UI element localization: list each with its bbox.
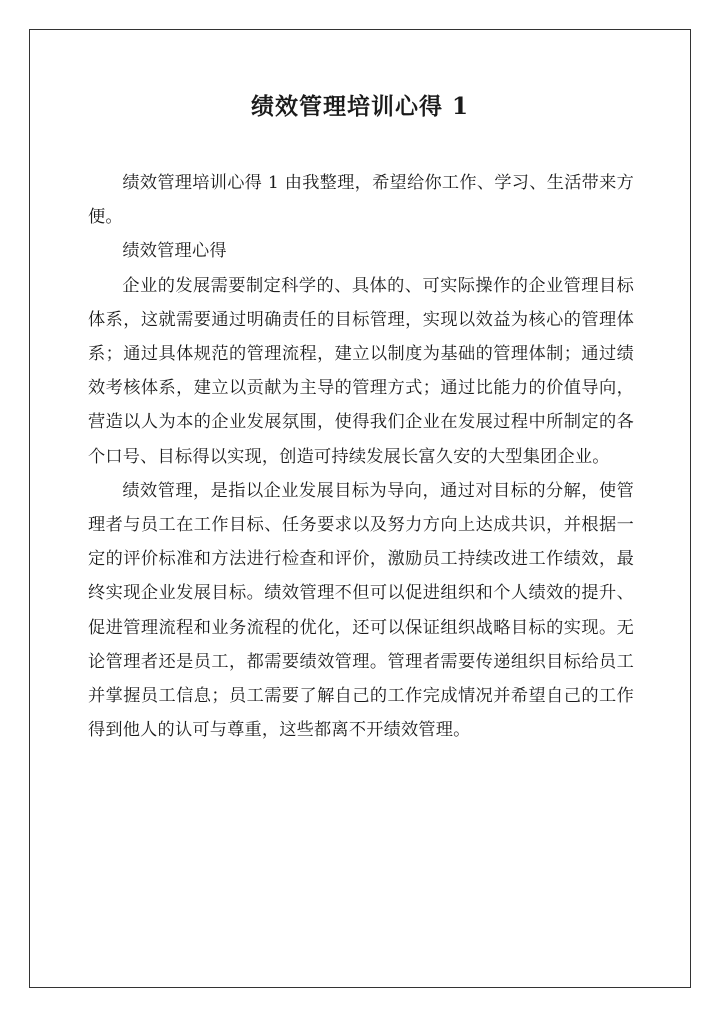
intro-paragraph: 绩效管理培训心得 1 由我整理，希望给你工作、学习、生活带来方便。	[88, 173, 634, 228]
document-body	[88, 166, 634, 747]
body-paragraph-1: 企业的发展需要制定科学的、具体的、可实际操作的企业管理目标体系，这就需要通过明确责任的目标管理，实现以效益为核心的管理体系；通过具体规范的管理流程，建立以制度为基础的管理体制；通过绩效考核体系，建立以贡献为主导的管理方式；通过比能力的价值导向，营造以人为本的企业发展氛围，使得我们企业在发展过程中所制定的各个口号、目标得以实现，创造可持续发展长富久安的大型集团企业。	[88, 275, 634, 467]
section-heading: 绩效管理心得	[122, 241, 227, 262]
document-title: 绩效管理培训心得 1	[250, 93, 469, 120]
body-paragraph-2: 绩效管理，是指以企业发展目标为导向，通过对目标的分解，使管理者与员工在工作目标、任务要求以及努力方向上达成共识，并根据一定的评价标准和方法进行检查和评价，激励员工持续改进工作绩效，最终实现企业发展目标。绩效管理不但可以促进组织和个人绩效的提升、促进管理流程和业务流程的优化，还可以保证组织战略目标的实现。无论管理者还是员工，都需要绩效管理。管理者需要传递组织目标给员工并掌握员工信息；员工需要了解自己的工作完成情况并希望自己的工作得到他人的认可与尊重，这些都离不开绩效管理。	[88, 480, 634, 741]
